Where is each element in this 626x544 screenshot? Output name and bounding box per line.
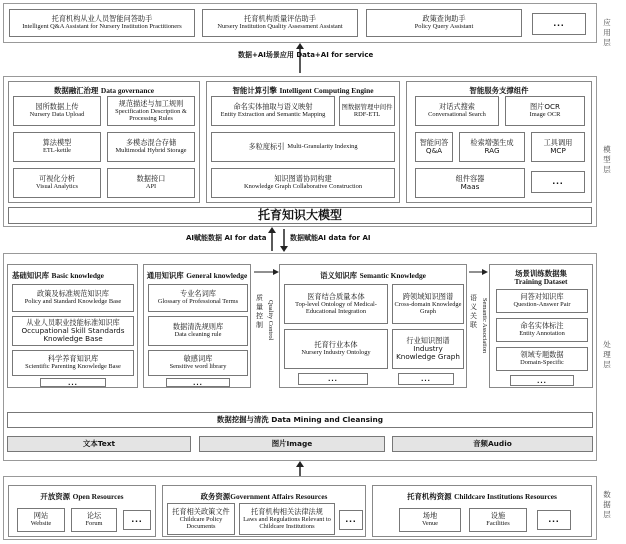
facilities-zh: 设施 [490,511,506,521]
flow-label-ai-for-data: AI赋能数据 AI for data [186,234,267,242]
algorithm-model-box [13,132,101,162]
flow-label-top: 数据+AI场景应用 Data+AI for service [238,51,374,59]
industry-kg-zh: 行业知识图谱 [406,335,450,345]
visual-analytics-en: Visual Analytics [35,183,79,191]
rag-zh: 检索增强生成 [470,137,514,147]
entity-annotation-en: Entity Annotation [519,330,565,338]
media-audio-box [392,436,593,452]
facilities-box [469,508,527,532]
parenting-kb-zh: 科学养育知识库 [47,354,99,364]
app-more-box [532,13,586,35]
policy-assistant-zh: 政策查询助手 [422,14,466,24]
institution-resources-title: 托育机构资源 Childcare Institutions Resources [407,492,557,501]
gov-resources-panel [162,485,366,537]
multi-granularity-box [211,132,395,162]
general-knowledge-panel [143,264,251,388]
quality-assistant-en: Nursery Institution Quality Assessment Assistant [217,23,343,31]
smart-qa-box [415,132,453,162]
rdf-etl-en: RDF-ETL [353,111,381,118]
service-components-panel [406,81,592,203]
website-box [17,508,65,532]
app-more-dots: ... [553,18,565,30]
quality-assistant-zh: 托育机构质量评估助手 [244,14,316,24]
occupational-kb-en: Occupational Skill Standards Knowledge Base [21,325,125,344]
training-dataset-title-zh: 场景训练数据集 [515,269,567,278]
policy-documents-en: Childcare Policy Documents [179,515,223,531]
smart-qa-zh: 智能问答 [419,137,449,147]
flow-arrow-bottom [0,461,600,477]
conversational-search-box [415,96,499,126]
policy-assistant-en: Policy Query Assistant [414,23,474,31]
qa-assistant-zh: 托育机构从业人员智能问答助手 [51,14,153,24]
industry-ontology-zh: 托育行业本体 [314,340,358,350]
association-arrow [467,268,491,280]
mcp-box [531,132,585,162]
policy-kb-en: Policy and Standard Knowledge Base [24,298,122,306]
nursery-big-model-box [8,207,592,224]
forum-zh: 论坛 [86,511,102,521]
basic-more-box [40,378,106,387]
cross-domain-kg-box [392,284,464,324]
qa-pair-zh: 问答对知识库 [520,292,564,302]
algorithm-model-en: ETL-kettle [42,147,72,155]
visual-analytics-box [13,168,101,198]
data-api-en: API [145,183,157,191]
website-en: Website [30,520,52,528]
rdf-etl-zh: 图数据管理中间件 [341,102,393,111]
image-ocr-zh: 图片OCR [529,102,561,112]
kg-construction-box [211,168,395,198]
medical-ontology-box [284,284,388,324]
media-image-box [199,436,385,452]
qa-pair-en: Question-Answer Pair [513,301,571,309]
qa-assistant-box [9,9,195,37]
policy-documents-box [167,503,235,535]
media-text-box [7,436,191,452]
service-components-title: 智能服务支撑组件 [469,86,529,95]
parenting-kb-box [12,350,134,376]
gov-more-box [339,510,363,530]
quality-arrow [252,268,282,298]
hybrid-storage-box [107,132,195,162]
image-ocr-box [505,96,585,126]
quality-control-en: Quality Control [267,300,274,341]
data-api-box [107,168,195,198]
general-more-box [166,378,230,387]
conversational-search-en: Conversational Search [428,111,486,119]
rag-en: RAG [484,146,500,155]
data-api-zh: 数据接口 [136,174,166,184]
media-image-label: 图片Image [271,438,313,448]
model-layer [3,76,597,227]
glossary-zh: 专业名词库 [180,289,216,299]
venue-en: Venue [422,520,438,528]
domain-specific-en: Domain-Specific [520,359,564,367]
quality-assistant-box [202,9,358,37]
visual-analytics-zh: 可视化分析 [39,174,75,184]
hybrid-storage-en: Multimodal Hybrid Storage [115,147,187,155]
nursery-big-model-label: 托育知识大模型 [257,207,342,222]
parenting-kb-en: Scientific Parenting Knowledge Base [25,363,121,371]
entity-annotation-zh: 命名实体标注 [520,321,564,331]
policy-kb-box [12,284,134,312]
general-knowledge-title: 通用知识库 General knowledge [146,271,248,280]
conversational-search-zh: 对话式搜索 [439,102,475,112]
policy-assistant-box [366,9,522,37]
data-governance-title: 数据融汇治理 Data governance [53,86,155,95]
domain-specific-zh: 领域专题数据 [520,350,564,360]
sensitive-words-box [148,350,248,376]
algorithm-model-zh: 算法模型 [42,138,72,148]
quality-control-zh: 质量控制 [256,294,263,329]
industry-kg-en: Industry Knowledge Graph [396,343,460,362]
occupational-kb-zh: 从业人员职业技能标准知识库 [26,317,120,327]
cross-domain-kg-en: Cross-domain Knowledge Graph [394,300,462,316]
basic-more-dots: ... [68,377,78,387]
domain-specific-box [496,347,588,371]
side-label-app: 应用层 [603,18,611,47]
training-dataset-panel [489,264,593,388]
qa-assistant-en: Intelligent Q&A Assistant for Nursery Institution Practitioners [22,23,182,31]
sensitive-words-en: Sensitive word library [169,363,227,371]
maas-box [415,168,525,198]
website-zh: 网站 [33,511,49,521]
hybrid-storage-zh: 多模态混合存储 [125,138,177,148]
service-more-box [531,171,585,193]
entity-extraction-zh: 命名实体抽取与语义映射 [233,102,313,112]
institution-more-dots: ... [548,514,560,526]
venue-box [399,508,461,532]
open-more-box [123,510,151,530]
flow-label-data-for-ai: 数据赋能AI data for AI [290,234,371,242]
semantic-knowledge-panel [279,264,467,388]
nursery-data-upload-zh: 园所数据上传 [35,102,79,112]
entity-extraction-box [211,96,335,126]
multi-granularity-zh: 多粒度标引 [248,141,285,151]
glossary-en: Glossary of Professional Terms [157,298,239,306]
semantic-more-box-1 [298,373,368,385]
semantic-more-dots-2: ... [421,374,431,383]
entity-annotation-box [496,318,588,342]
nursery-data-upload-box [13,96,101,126]
open-more-dots: ... [131,514,143,526]
computing-engine-panel [206,81,400,203]
semantic-association-en: Semantic Association [481,298,488,354]
multi-granularity-en: Multi-Granularity Indexing [287,143,358,151]
data-mining-label: 数据挖掘与清洗 Data Mining and Cleansing [216,414,384,424]
open-resources-title: 开放资源 Open Resources [40,492,124,501]
side-label-process: 处理层 [603,340,611,369]
data-mining-box [7,412,593,428]
industry-kg-box [392,329,464,369]
image-ocr-en: Image OCR [529,111,561,119]
processing-layer [3,253,597,461]
spec-rules-box [107,96,195,126]
forum-en: Forum [85,520,103,528]
media-text-label: 文本Text [82,438,116,448]
training-more-dots: ... [537,375,547,385]
smart-qa-en: Q&A [425,146,443,155]
laws-regulations-zh: 托育机构相关法律法规 [251,506,323,516]
computing-engine-title: 智能计算引擎 Intelligent Computing Engine [232,86,374,95]
gov-more-dots: ... [345,514,357,526]
service-more-dots: ... [552,176,564,188]
kg-construction-zh: 知识图谱协同构建 [274,174,332,184]
semantic-more-dots-1: ... [328,374,338,383]
forum-box [71,508,117,532]
glossary-box [148,284,248,312]
medical-ontology-zh: 医育结合质量本体 [307,291,365,301]
cleaning-rule-zh: 数据清洗规则库 [172,322,224,332]
mcp-zh: 工具调用 [543,137,573,147]
maas-en: Maas [460,182,480,191]
occupational-kb-box [12,316,134,346]
industry-ontology-en: Nursery Industry Ontology [301,349,371,357]
rag-box [459,132,525,162]
side-label-data: 数据层 [603,490,611,519]
semantic-more-box-2 [398,373,454,385]
basic-knowledge-title: 基础知识库 Basic knowledge [12,271,104,280]
institution-more-box [537,510,571,530]
data-governance-panel [8,81,200,203]
entity-extraction-en: Entity Extraction and Semantic Mapping [220,111,326,119]
venue-zh: 场地 [422,511,438,521]
cleaning-rule-box [148,316,248,346]
rdf-etl-box [339,96,395,126]
policy-kb-zh: 政策及标准规范知识库 [37,289,109,299]
kg-construction-en: Knowledge Graph Collaborative Construction [243,183,363,191]
semantic-knowledge-title: 语义知识库 Semantic Knowledge [320,271,426,280]
gov-resources-title: 政务资源Government Affairs Resources [200,492,328,501]
spec-rules-en: Specification Description & Processing Rules [115,107,187,123]
cross-domain-kg-zh: 跨领域知识图谱 [402,291,454,301]
maas-zh: 组件容器 [455,173,485,183]
qa-pair-box [496,289,588,313]
training-more-box [510,375,574,386]
institution-resources-panel [372,485,592,537]
cleaning-rule-en: Data cleaning rule [174,331,222,339]
facilities-en: Facilities [486,520,510,528]
basic-knowledge-panel [7,264,138,388]
training-dataset-title-en: Training Dataset [514,277,568,286]
laws-regulations-en: Laws and Regulations Relevant to Childcare Institutions [243,515,331,531]
mcp-en: MCP [550,146,566,155]
policy-documents-zh: 托育相关政策文件 [172,506,230,516]
laws-regulations-box [239,503,335,535]
spec-rules-zh: 规范描述与加工规则 [118,98,184,108]
media-audio-label: 音频Audio [473,438,512,448]
semantic-association-zh: 语义关联 [470,294,477,329]
open-resources-panel [8,485,156,537]
application-layer [3,3,597,43]
sensitive-words-zh: 敏感词库 [183,354,213,364]
medical-ontology-en: Top-level Ontology of Medical-Educational Integration [295,300,377,316]
industry-ontology-box [284,329,388,369]
general-more-dots: ... [193,377,203,387]
nursery-data-upload-en: Nursery Data Upload [29,111,85,119]
data-layer [3,476,597,540]
side-label-model: 模型层 [603,145,611,174]
